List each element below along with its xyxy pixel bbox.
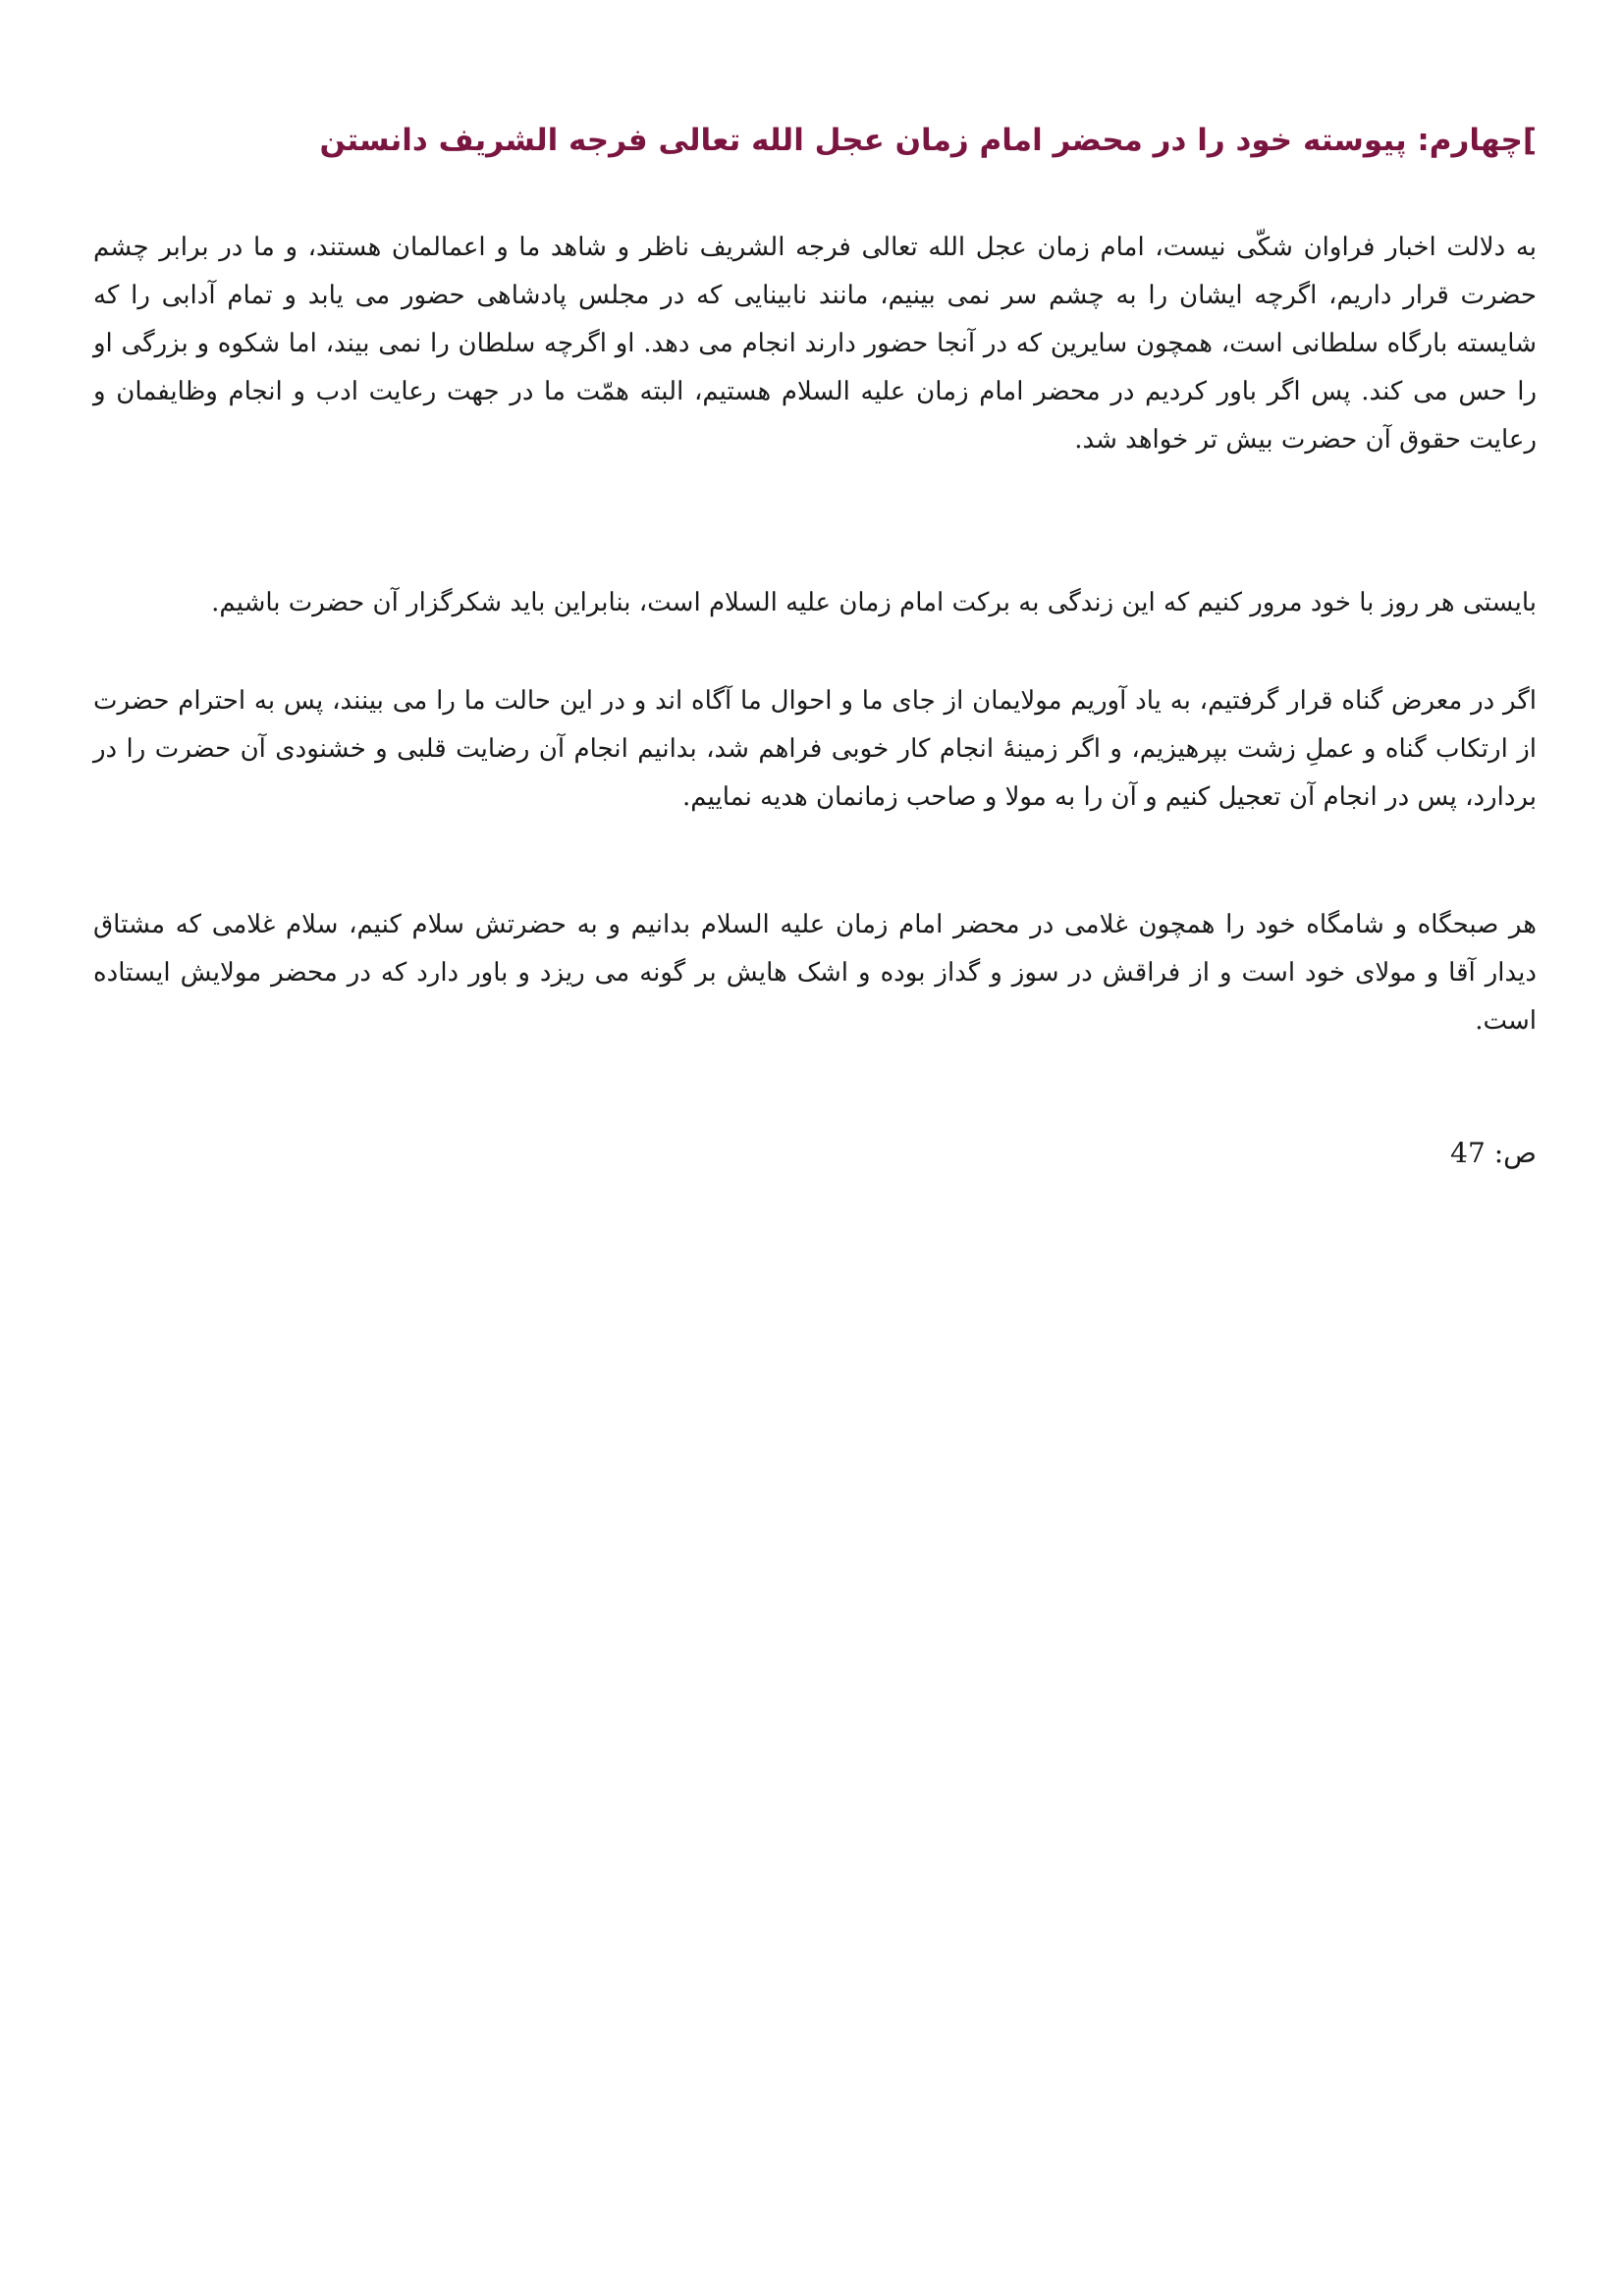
paragraph-1: به دلالت اخبار فراوان شکّی نیست، امام زمان عجل الله تعالی فرجه الشریف ناظر و شاهد ما و اعمالمان هستند، و ما در برابر چشم حضرت قرار داریم، اگرچه ایشان را به چشم سر نمی بینیم، مانند نابینایی که در مجلس پادشاهی حضور می یابد و تمام آدابی را که شایسته بارگاه سلطانی است، همچون سایرین که در آنجا حضور دارند انجام می دهد. او اگرچه سلطان را نمی بیند، اما شکوه و بزرگی او را حس می کند. پس اگر باور کردیم در محضر امام زمان علیه السلام هستیم، البته همّت ما در جهت رعایت ادب و انجام وظایفمان و رعایت حقوق آن حضرت بیش تر خواهد شد. <box>93 233 1537 454</box>
paragraph-2: بایستی هر روز با خود مرور کنیم که این زندگی به برکت امام زمان علیه السلام است، بنابراین باید شکرگزار آن حضرت باشیم. <box>211 588 1537 617</box>
section-heading: ]چهارم: پیوسته خود را در محضر امام زمان عجل الله تعالی فرجه الشریف دانستن <box>319 123 1537 158</box>
paragraph-4: هر صبحگاه و شامگاه خود را همچون غلامی در محضر امام زمان علیه السلام بدانیم و به حضرتش سلام کنیم، سلام غلامی که مشتاق دیدار آقا و مولای خود است و از فراقش در سوز و گداز بوده و اشک هایش بر گونه می ریزد و باور دارد که در محضر مولایش ایستاده است. <box>93 910 1537 1036</box>
page-number: ص: 47 <box>1450 1137 1537 1169</box>
paragraph-3: اگر در معرض گناه قرار گرفتیم، به یاد آوریم مولایمان از جای ما و احوال ما آگاه اند و در این حالت ما را می بینند، پس به احترام حضرت از ارتکاب گناه و عملِ زشت بپرهیزیم، و اگر زمینهٔ انجام کار خوبی فراهم شد، بدانیم انجام آن رضایت قلبی و خشنودی آن حضرت را در بردارد، پس در انجام آن تعجیل کنیم و آن را به مولا و صاحب زمانمان هدیه نماییم. <box>93 686 1537 812</box>
